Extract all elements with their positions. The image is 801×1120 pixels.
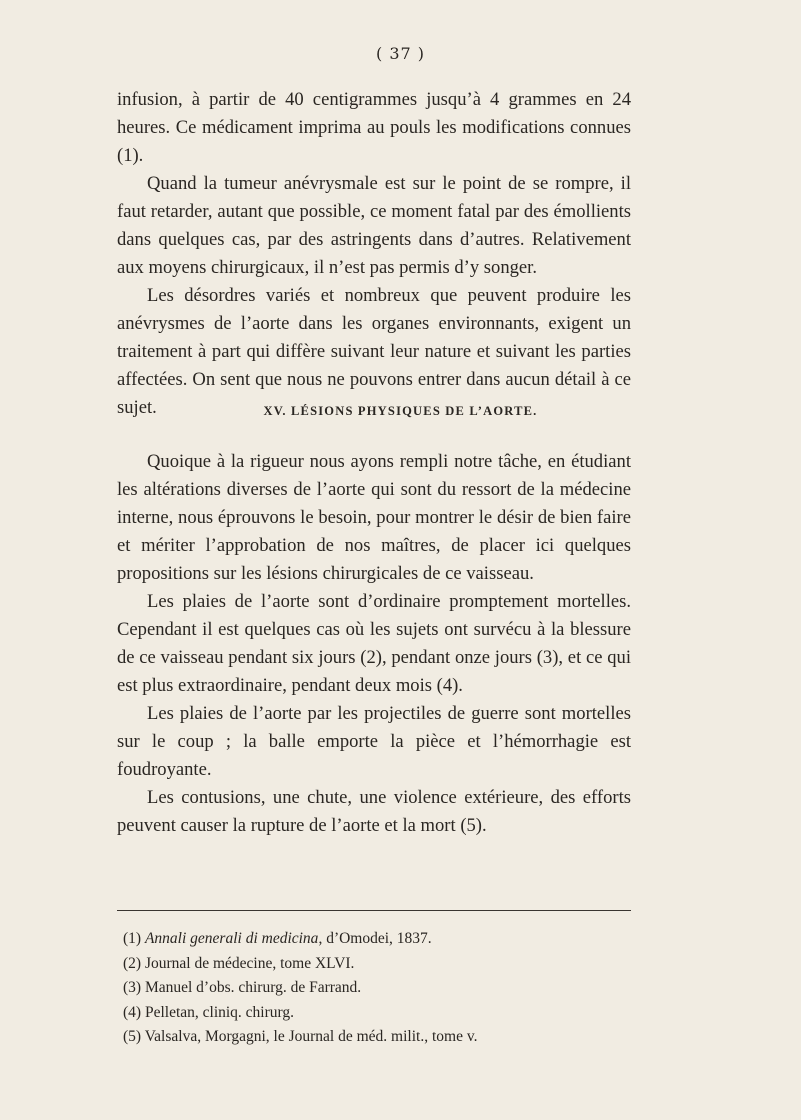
footnote [123,1001,633,1026]
footnote-text: , d’Omodei, 1837. [318,930,432,947]
paragraph: Les plaies de l’aorte par les projectiles de guerre sont mortelles sur le coup ; la balle emporte la pièce et l’hémorrhagie est foudroyante. [117,703,631,780]
footnote-number: (4) [123,1003,142,1021]
paragraph: Les désordres variés et nombreux que peuvent produire les anévrysmes de l’aorte dans les organes environnants, exigent un traitement à part qui diffère suivant leur nature et suivant les parties affectées. On sent que nous ne pouvons entrer dans aucun détail à ce sujet. [117,285,631,418]
footnote [123,976,633,1001]
footnote-text: Valsalva, Morgagni, le Journal de méd. milit., tome v. [144,1028,478,1045]
paragraph: Quoique à la rigueur nous ayons rempli notre tâche, en étudiant les altérations diverses de l’aorte qui sont du ressort de la médecine interne, nous éprouvons le besoin, pour montrer le désir de bien faire et mériter l’approbation de nos maîtres, de placer ici quelques propositions sur les lésions chirurgicales de ce vaisseau. [117,451,631,584]
text-block-top [117,86,631,422]
footnotes [123,927,633,1050]
page-number: ( 37 ) [375,44,425,63]
footnote-number: (2) [123,954,142,972]
footnote-title: Annali generali di medicina [144,930,319,947]
footnote-number: (3) [123,979,142,996]
paragraph: Les plaies de l’aorte sont d’ordinaire promptement mortelles. Cependant il est quelques cas où les sujets ont survécu à la blessure de ce vaisseau pendant six jours (2), pendant onze jours (3), et ce qui est plus extraordinaire, pendant deux mois (4). [117,591,631,696]
section-heading: XV. LÉSIONS PHYSIQUES DE L’AORTE. [263,404,538,418]
footnote-text: Journal de médecine, tome XLVI. [144,954,355,972]
footnote-divider [117,910,631,911]
footnote-text: Manuel d’obs. chirurg. de Farrand. [144,979,362,996]
paragraph: infusion, à partir de 40 centigrammes jusqu’à 4 grammes en 24 heures. Ce médicament imprima au pouls les modifications connues (1). [117,89,631,166]
paragraph: Quand la tumeur anévrysmale est sur le point de se rompre, il faut retarder, autant que possible, ce moment fatal par des émollients dans quelques cas, par des astringents dans d’autres. Relativement aux moyens chirurgicaux, il n’est pas permis d’y songer. [117,173,631,278]
footnote [123,1025,633,1050]
footnote [123,927,633,952]
footnote-number: (5) [123,1028,142,1045]
text-block-main [117,448,631,840]
footnote-text: Pelletan, cliniq. chirurg. [144,1003,295,1021]
footnote [123,952,633,977]
paragraph: Les contusions, une chute, une violence extérieure, des efforts peuvent causer la rupture de l’aorte et la mort (5). [117,787,631,836]
footnote-number: (1) [123,930,142,947]
